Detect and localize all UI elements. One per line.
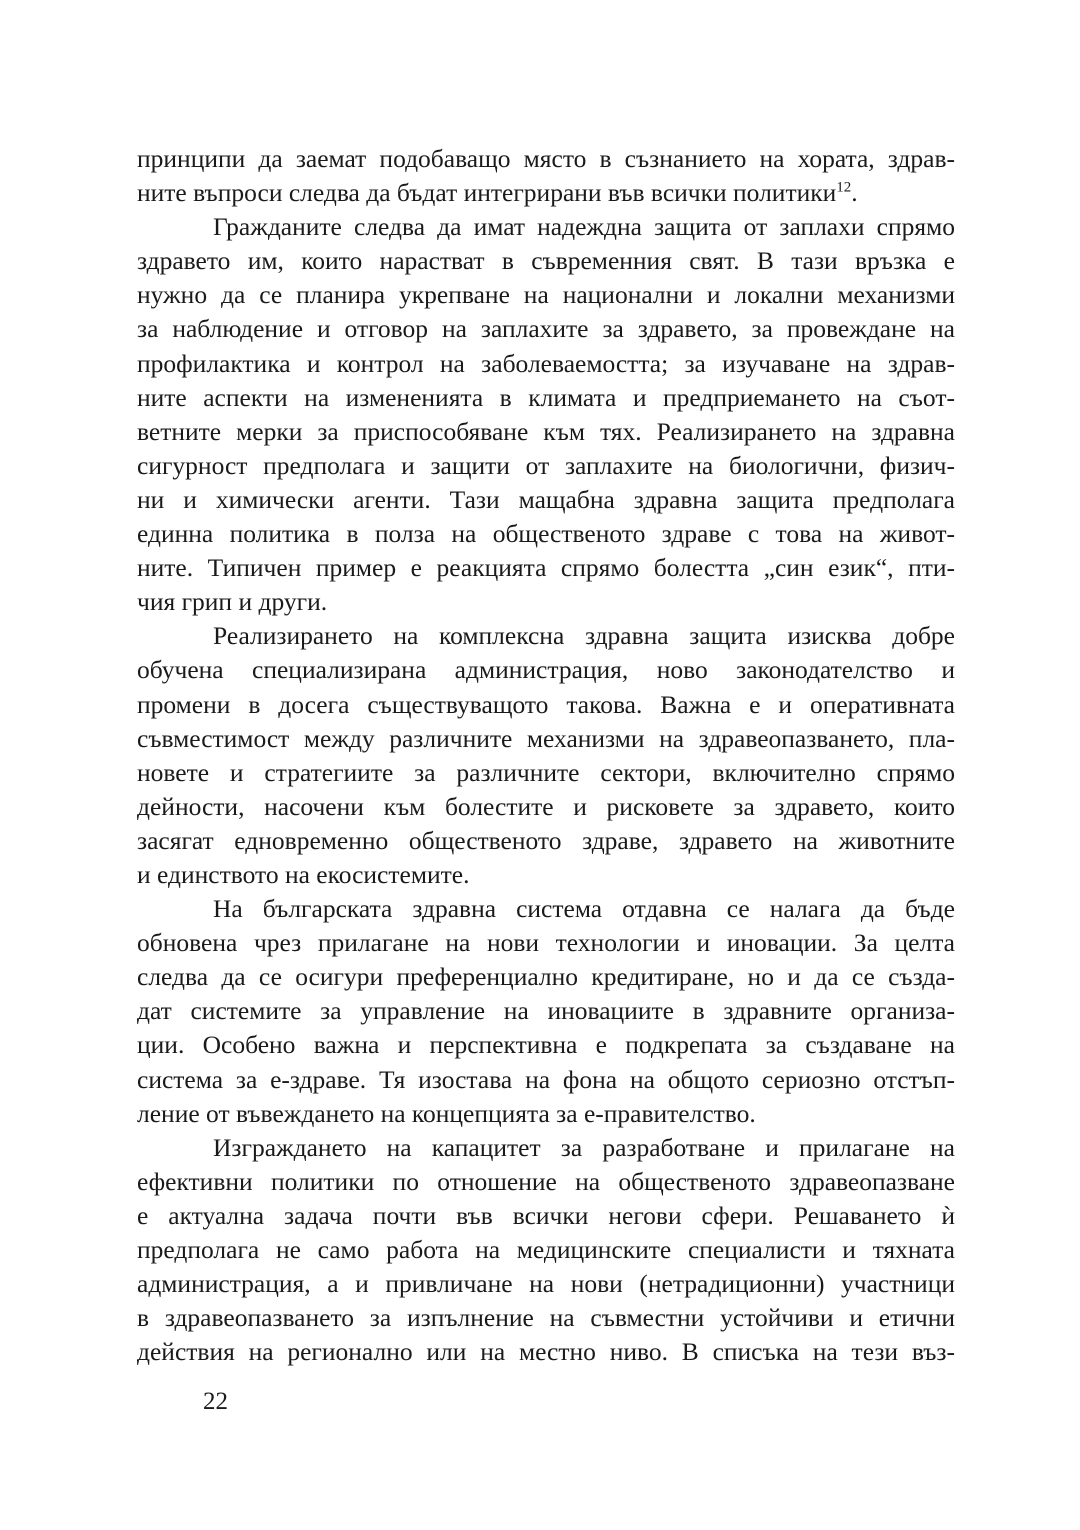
paragraph-start-line: Гражданите следва да имат надеждна защита от заплахи спрямо [213, 212, 955, 242]
paragraph-end-line: ление от въвеждането на концепцията за е-правителство. [137, 1098, 756, 1128]
text-line: обучена специализирана администрация, ново законодателство и [137, 655, 955, 685]
text-line: промени в досега съществуващото такова. Важна е и оперативната [137, 689, 955, 719]
text-line: действия на регионално или на местно ниво. В списъка на тези въз- [137, 1337, 955, 1367]
paragraph-start-line: На българската здравна система отдавна се налага да бъде [213, 894, 955, 924]
text-line: профилактика и контрол на заболеваемостта; за изучаване на здрав- [137, 348, 955, 378]
text-line: здравето им, които нарастват в съвременния свят. В тази връзка е [137, 246, 955, 276]
text-line: ните. Типичен пример е реакцията спрямо болестта „син език“, пти- [137, 553, 955, 583]
text-line: дат системите за управление на иновациите в здравните организа- [137, 996, 955, 1026]
text-line: администрация, а и привличане на нови (нетрадиционни) участници [137, 1269, 955, 1299]
text-line: единна политика в полза на общественото здраве с това на живот- [137, 519, 955, 549]
text-line: ефективни политики по отношение на общественото здравеопазване [137, 1166, 955, 1196]
text-line: ции. Особено важна и перспективна е подкрепата за създаване на [137, 1030, 955, 1060]
paragraph-start-line: Реализирането на комплексна здравна защита изисква добре [213, 621, 955, 651]
text-line: ните аспекти на измененията в климата и предприемането на съот- [137, 382, 955, 412]
paragraph-end-line: и единството на екосистемите. [137, 859, 470, 889]
text-line: ветните мерки за приспособяване към тях. Реализирането на здравна [137, 416, 955, 446]
text-line-content: ните въпроси следва да бъдат интегрирани във всички политики [137, 178, 837, 208]
text-line: нужно да се планира укрепване на национални и локални механизми [137, 280, 955, 310]
text-line: следва да се осигури преференциално кредитиране, но и да се създа- [137, 962, 955, 992]
text-line: обновена чрез прилагане на нови технологии и иновации. За целта [137, 928, 955, 958]
footnote-reference: 12 [836, 179, 852, 196]
body-text [137, 142, 955, 1369]
text-line: в здравеопазването за изпълнение на съвместни устойчиви и етични [137, 1303, 955, 1333]
text-line: система за е-здраве. Тя изостава на фона на общото сериозно отстъп- [137, 1064, 955, 1094]
paragraph-start-line: Изграждането на капацитет за разработване и прилагане на [213, 1132, 955, 1162]
text-line: за наблюдение и отговор на заплахите за здравето, за провеждане на [137, 314, 955, 344]
line-end-punctuation: . [851, 178, 858, 208]
text-line: предполага не само работа на медицинските специалисти и тяхната [137, 1235, 955, 1264]
text-line: сигурност предполага и защити от заплахите на биологични, физич- [137, 450, 955, 480]
text-line: съвместимост между различните механизми на здравеопазването, пла- [137, 723, 955, 753]
text-line: ни и химически агенти. Тази мащабна здравна защита предполага [137, 484, 955, 514]
paragraph-end-line: чия грип и други. [137, 587, 328, 617]
text-line: принципи да заемат подобаващо място в съзнанието на хората, здрав- [137, 144, 955, 173]
text-line: новете и стратегиите за различните сектори, включително спрямо [137, 757, 955, 787]
page-number: 22 [203, 1388, 228, 1415]
text-line-with-footnote [137, 176, 955, 210]
text-line: засягат едновременно общественото здраве, здравето на животните [137, 825, 955, 855]
text-line: дейности, насочени към болестите и рисковете за здравето, които [137, 791, 955, 821]
text-line: е актуална задача почти във всички негови сфери. Решаването ѝ [137, 1200, 955, 1230]
